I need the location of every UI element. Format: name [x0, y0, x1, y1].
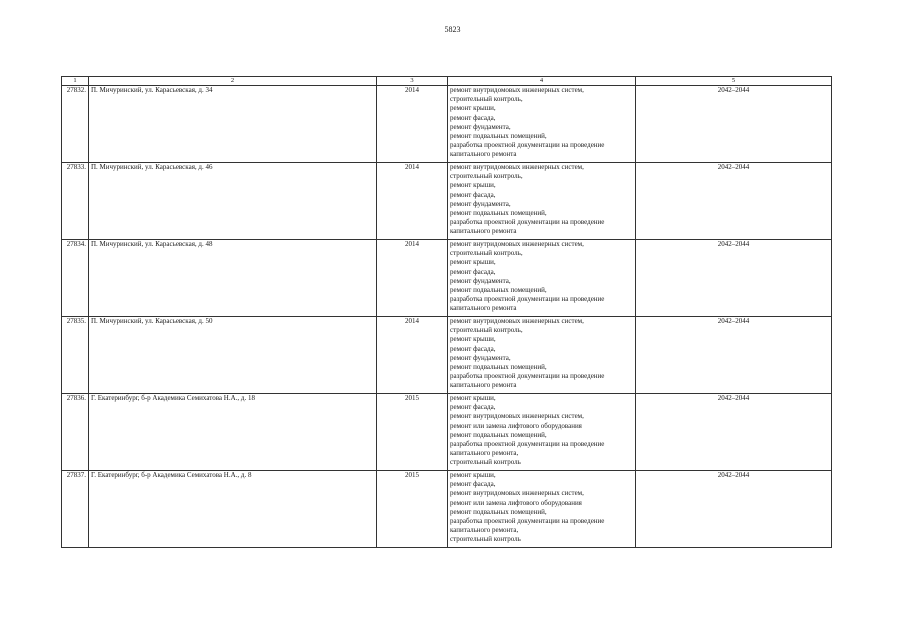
- header-col-1: 1: [62, 77, 89, 86]
- work-item: строительный контроль,: [450, 326, 523, 335]
- work-item: разработка проектной документации на проведение: [450, 141, 605, 150]
- header-col-3: 3: [377, 77, 448, 86]
- table-row: [62, 86, 832, 163]
- work-item: разработка проектной документации на проведение: [450, 517, 605, 526]
- row-number: 27836.: [62, 394, 89, 471]
- work-item: разработка проектной документации на проведение: [450, 218, 605, 227]
- row-address: П. Мичуринский, ул. Карасьевская, д. 46: [89, 163, 377, 240]
- header-col-5: 5: [636, 77, 832, 86]
- row-address: Г. Екатеринбург, б-р Академика Семихатова Н.А., д. 18: [89, 394, 377, 471]
- work-item: капитального ремонта: [450, 304, 517, 313]
- work-item: ремонт фундамента,: [450, 122, 511, 131]
- work-item: ремонт внутридомовых инженерных систем,: [450, 412, 584, 421]
- header-col-2: 2: [89, 77, 377, 86]
- row-works: [448, 471, 636, 548]
- work-item: ремонт фасада,: [450, 267, 496, 276]
- work-item: ремонт крыши,: [450, 181, 496, 190]
- work-item: ремонт крыши,: [450, 258, 496, 267]
- work-item: капитального ремонта: [450, 227, 517, 236]
- work-item: ремонт подвальных помещений,: [450, 507, 547, 516]
- row-year: 2014: [377, 317, 448, 394]
- row-period: 2042–2044: [636, 240, 832, 317]
- work-item: строительный контроль: [450, 535, 521, 544]
- table-row: [62, 317, 832, 394]
- table-row: [62, 240, 832, 317]
- repair-schedule-table: [61, 76, 832, 548]
- work-item: разработка проектной документации на проведение: [450, 372, 605, 381]
- row-address: П. Мичуринский, ул. Карасьевская, д. 48: [89, 240, 377, 317]
- row-works: [448, 240, 636, 317]
- work-item: строительный контроль,: [450, 172, 523, 181]
- work-item: строительный контроль: [450, 458, 521, 467]
- work-item: ремонт фасада,: [450, 190, 496, 199]
- work-item: ремонт крыши,: [450, 471, 496, 479]
- table-header-row: [62, 77, 832, 86]
- row-number: 27833.: [62, 163, 89, 240]
- work-item: ремонт фасада,: [450, 480, 496, 489]
- table-row: [62, 163, 832, 240]
- row-address: Г. Екатеринбург, б-р Академика Семихатова Н.А., д. 8: [89, 471, 377, 548]
- table-row: [62, 471, 832, 548]
- row-year: 2014: [377, 86, 448, 163]
- work-item: ремонт крыши,: [450, 104, 496, 113]
- work-item: ремонт подвальных помещений,: [450, 286, 547, 295]
- work-item: ремонт фасада,: [450, 403, 496, 412]
- work-item: ремонт крыши,: [450, 394, 496, 402]
- work-item: разработка проектной документации на проведение: [450, 295, 605, 304]
- work-item: капитального ремонта: [450, 150, 517, 159]
- work-item: ремонт фасада,: [450, 344, 496, 353]
- row-works: [448, 163, 636, 240]
- row-year: 2015: [377, 471, 448, 548]
- row-works: [448, 394, 636, 471]
- row-period: 2042–2044: [636, 471, 832, 548]
- work-item: ремонт подвальных помещений,: [450, 132, 547, 141]
- row-address: П. Мичуринский, ул. Карасьевская, д. 34: [89, 86, 377, 163]
- row-period: 2042–2044: [636, 163, 832, 240]
- row-number: 27834.: [62, 240, 89, 317]
- work-item: разработка проектной документации на проведение: [450, 440, 605, 449]
- work-item: капитального ремонта: [450, 381, 517, 390]
- row-year: 2015: [377, 394, 448, 471]
- work-item: ремонт внутридомовых инженерных систем,: [450, 317, 584, 325]
- work-item: ремонт фундамента,: [450, 199, 511, 208]
- row-address: П. Мичуринский, ул. Карасьевская, д. 50: [89, 317, 377, 394]
- row-works: [448, 86, 636, 163]
- work-item: строительный контроль,: [450, 249, 523, 258]
- page-number: 5823: [444, 25, 461, 34]
- row-period: 2042–2044: [636, 317, 832, 394]
- work-item: капитального ремонта,: [450, 526, 519, 535]
- work-item: ремонт крыши,: [450, 335, 496, 344]
- work-item: ремонт внутридомовых инженерных систем,: [450, 240, 584, 248]
- row-number: 27832.: [62, 86, 89, 163]
- work-item: ремонт внутридомовых инженерных систем,: [450, 489, 584, 498]
- row-number: 27835.: [62, 317, 89, 394]
- table-row: [62, 394, 832, 471]
- work-item: ремонт или замена лифтового оборудования: [450, 421, 582, 430]
- work-item: ремонт или замена лифтового оборудования: [450, 498, 582, 507]
- table-body: [62, 86, 832, 548]
- row-year: 2014: [377, 240, 448, 317]
- row-year: 2014: [377, 163, 448, 240]
- work-item: ремонт фасада,: [450, 113, 496, 122]
- work-item: ремонт подвальных помещений,: [450, 430, 547, 439]
- work-item: ремонт фундамента,: [450, 276, 511, 285]
- work-item: ремонт подвальных помещений,: [450, 363, 547, 372]
- work-item: ремонт подвальных помещений,: [450, 209, 547, 218]
- header-col-4: 4: [448, 77, 636, 86]
- work-item: ремонт внутридомовых инженерных систем,: [450, 163, 584, 171]
- row-period: 2042–2044: [636, 394, 832, 471]
- work-item: ремонт внутридомовых инженерных систем,: [450, 86, 584, 94]
- row-works: [448, 317, 636, 394]
- work-item: строительный контроль,: [450, 95, 523, 104]
- row-number: 27837.: [62, 471, 89, 548]
- row-period: 2042–2044: [636, 86, 832, 163]
- work-item: ремонт фундамента,: [450, 353, 511, 362]
- work-item: капитального ремонта,: [450, 449, 519, 458]
